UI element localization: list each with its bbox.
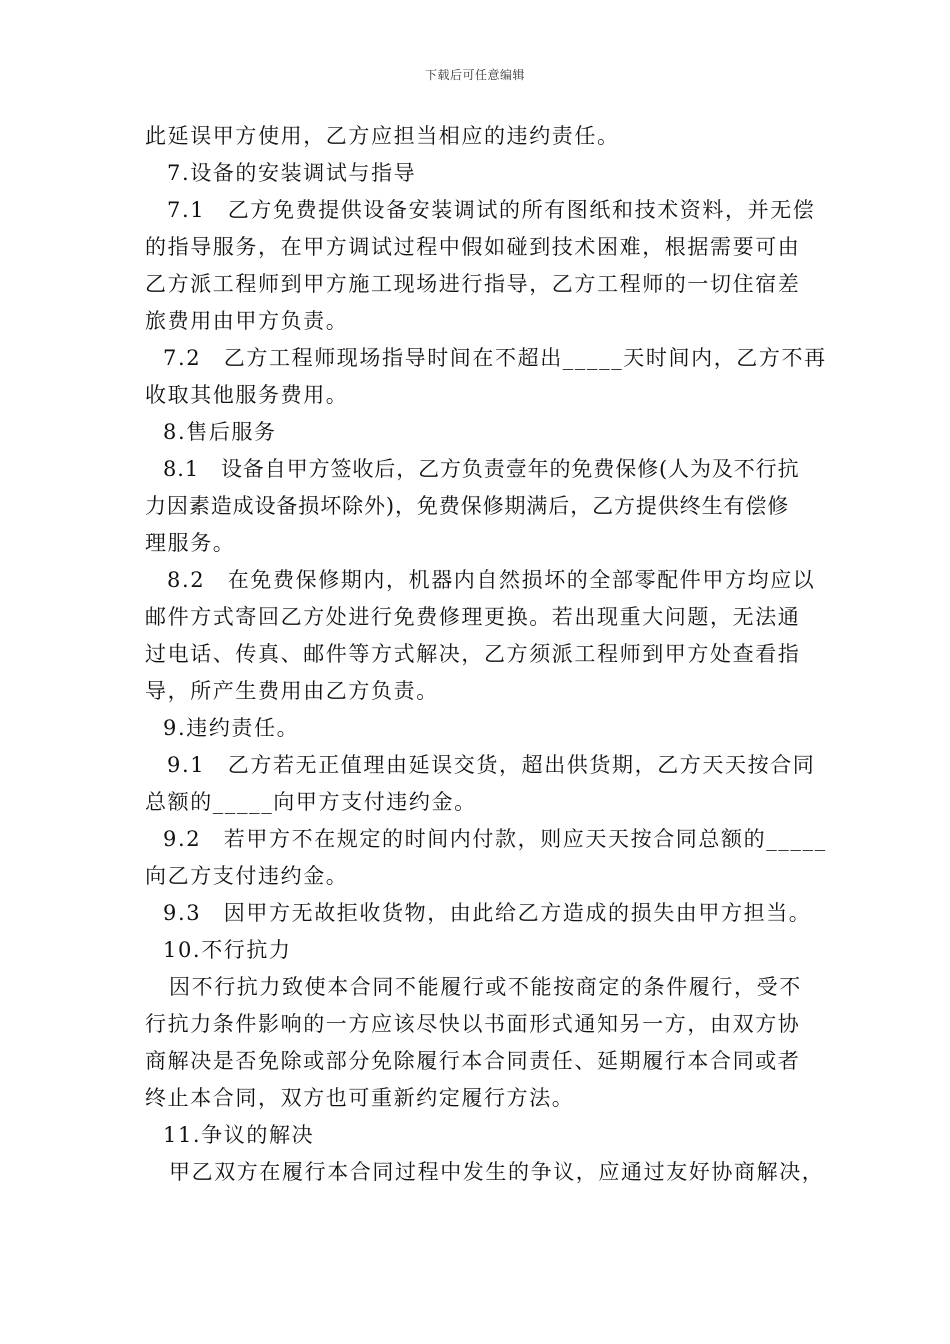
clause-9-2: 9.2 若甲方不在规定的时间内付款，则应天天按合同总额的_____ [163, 827, 827, 851]
paragraph-line: 终止本合同，双方也可重新约定履行方法。 [145, 1086, 575, 1110]
section-heading-11: 11.争议的解决 [163, 1123, 315, 1147]
paragraph-line: 商解决是否免除或部分免除履行本合同责任、延期履行本合同或者 [145, 1049, 801, 1073]
section-heading-10: 10.不行抗力 [163, 938, 292, 962]
paragraph-line: 此延误甲方使用，乙方应担当相应的违约责任。 [145, 124, 620, 148]
paragraph-line: 向乙方支付违约金。 [145, 864, 349, 888]
paragraph-line: 过电话、传真、邮件等方式解决，乙方须派工程师到甲方处查看指 [145, 642, 801, 666]
paragraph-line: 旅费用由甲方负责。 [145, 309, 349, 333]
paragraph-line: 收取其他服务费用。 [145, 383, 349, 407]
document-body [145, 118, 827, 1191]
paragraph-line: 因不行抗力致使本合同不能履行或不能按商定的条件履行，受不 [169, 975, 802, 999]
paragraph-line: 乙方派工程师到甲方施工现场进行指导，乙方工程师的一切住宿差 [145, 272, 801, 296]
section-heading-8: 8.售后服务 [163, 420, 277, 444]
paragraph-line: 力因素造成设备损坏除外)，免费保修期满后，乙方提供终生有偿修 [145, 494, 790, 518]
paragraph-line: 的指导服务，在甲方调试过程中假如碰到技术困难，根据需要可由 [145, 235, 801, 259]
paragraph-line: 导，所产生费用由乙方负责。 [145, 679, 439, 703]
paragraph-line: 行抗力条件影响的一方应该尽快以书面形式通知另一方，由双方协 [145, 1012, 801, 1036]
clause-8-1: 8.1 设备自甲方签收后，乙方负责壹年的免费保修(人为及不行抗 [163, 457, 800, 481]
page-header: 下载后可任意编辑 [424, 68, 525, 82]
section-heading-7: 7.设备的安装调试与指导 [167, 161, 417, 185]
paragraph-line: 邮件方式寄回乙方处进行免费修理更换。若出现重大问题，无法通 [145, 605, 801, 629]
paragraph-line: 甲乙双方在履行本合同过程中发生的争议，应通过友好协商解决， [169, 1160, 825, 1184]
clause-9-3: 9.3 因甲方无故拒收货物，由此给乙方造成的损失由甲方担当。 [163, 901, 812, 925]
clause-7-2: 7.2 乙方工程师现场指导时间在不超出_____天时间内，乙方不再 [163, 346, 827, 370]
paragraph-line: 理服务。 [145, 531, 236, 555]
paragraph-line: 总额的_____向甲方支付违约金。 [145, 790, 477, 814]
clause-7-1: 7.1 乙方免费提供设备安装调试的所有图纸和技术资料，并无偿 [167, 198, 816, 222]
clause-9-1: 9.1 乙方若无正值理由延误交货，超出供货期，乙方天天按合同 [167, 753, 816, 777]
clause-8-2: 8.2 在免费保修期内，机器内自然损坏的全部零配件甲方均应以 [167, 568, 816, 592]
section-heading-9: 9.违约责任。 [163, 716, 300, 740]
